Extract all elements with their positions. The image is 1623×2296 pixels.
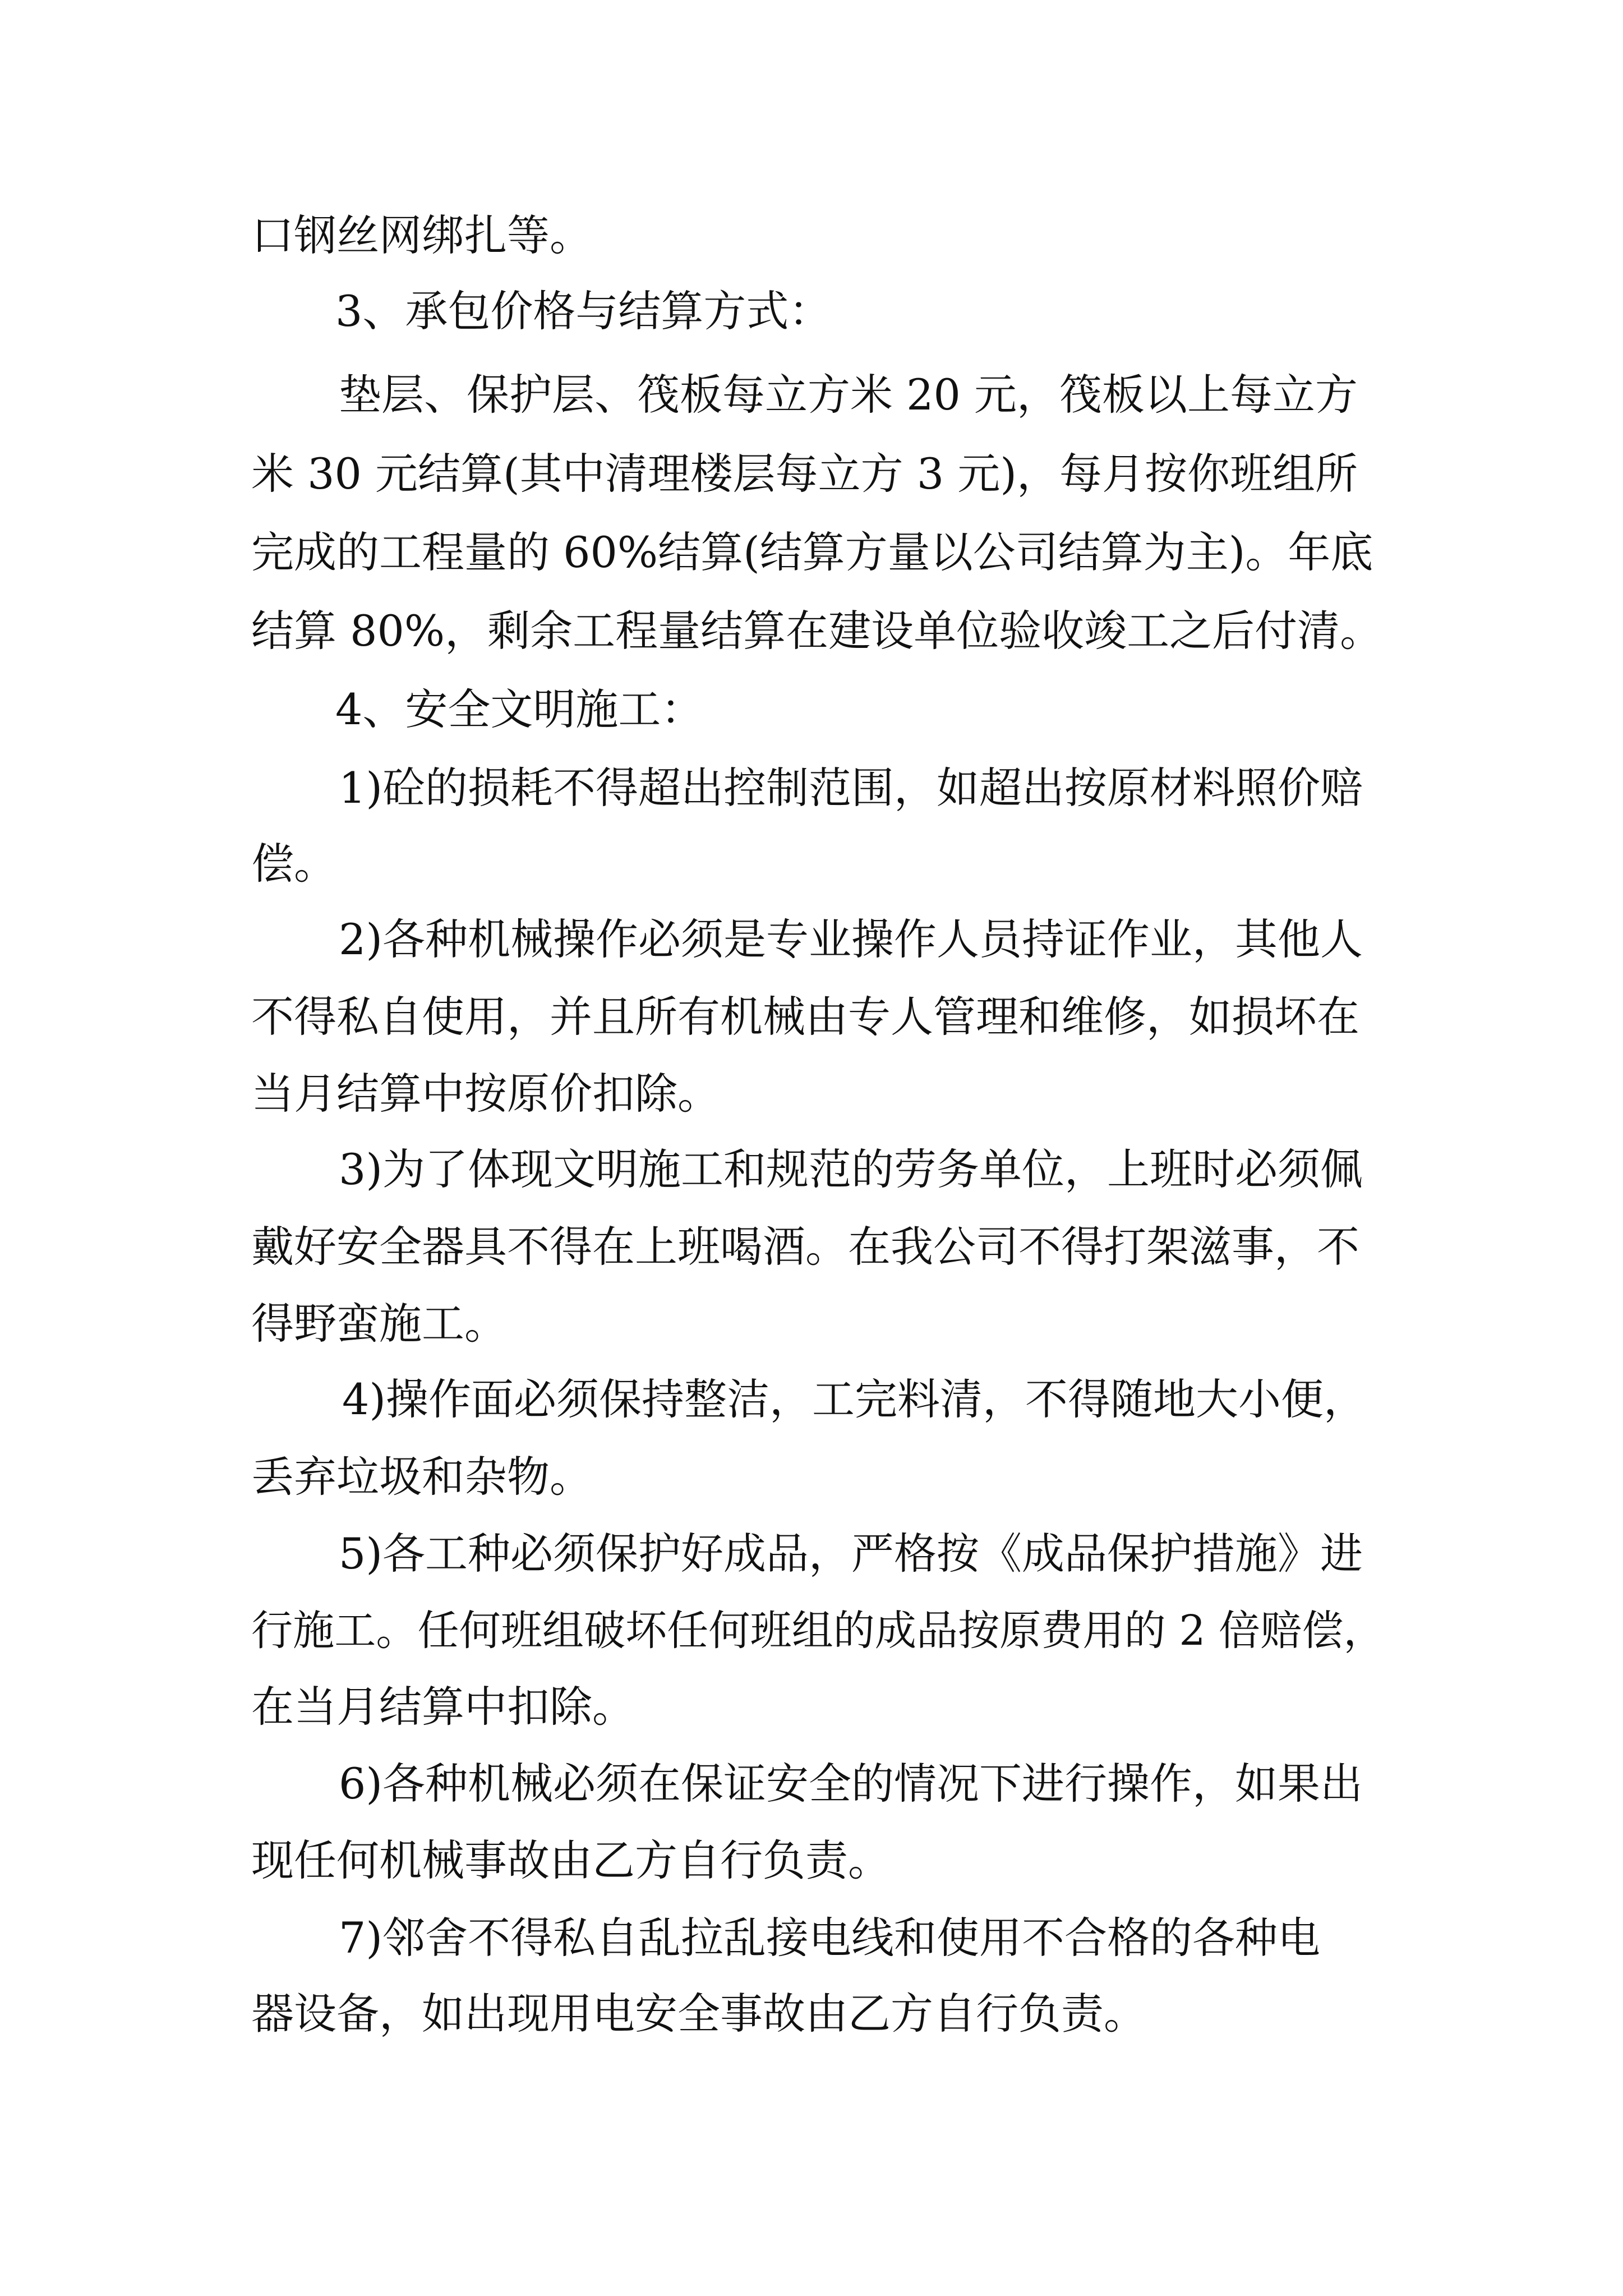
text-line: 3)为了体现文明施工和规范的劳务单位，上班时必须佩 (339, 1144, 1363, 1194)
text-line: 在当月结算中扣除。 (251, 1682, 635, 1732)
text-line: 4)操作面必须保持整洁，工完料清，不得随地大小便， (342, 1374, 1367, 1424)
text-line: 现任何机械事故由乙方自行负责。 (251, 1835, 891, 1885)
text-line: 不得私自使用，并且所有机械由专人管理和维修，如损坏在 (251, 992, 1359, 1042)
text-line: 偿。 (251, 839, 336, 889)
text-line: 丢弃垃圾和杂物。 (251, 1452, 592, 1502)
text-line: 完成的工程量的 60%结算(结算方量以公司结算为主)。年底 (251, 527, 1373, 577)
text-line: 7)邻舍不得私自乱拉乱接电线和使用不合格的各种电 (339, 1913, 1321, 1963)
text-line: 垫层、保护层、筏板每立方米 20 元，筏板以上每立方 (339, 370, 1358, 420)
text-line: 2)各种机械操作必须是专业操作人员持证作业，其他人 (339, 914, 1363, 964)
text-line: 1)砼的损耗不得超出控制范围，如超出按原材料照价赔 (339, 763, 1363, 813)
text-line: 6)各种机械必须在保证安全的情况下进行操作，如果出 (339, 1759, 1363, 1809)
text-line: 当月结算中按原价扣除。 (251, 1069, 720, 1119)
text-line: 4、安全文明施工： (335, 684, 704, 734)
text-line: 口钢丝网绑扎等。 (251, 210, 592, 260)
text-line: 得野蛮施工。 (251, 1299, 507, 1349)
text-line: 器设备，如出现用电安全事故由乙方自行负责。 (251, 1989, 1146, 2039)
text-line: 3、承包价格与结算方式： (335, 286, 832, 336)
text-line: 米 30 元结算(其中清理楼层每立方 3 元)，每月按你班组所 (251, 449, 1358, 499)
text-line: 结算 80%，剩余工程量结算在建设单位验收竣工之后付清。 (251, 606, 1383, 656)
text-line: 5)各工种必须保护好成品，严格按《成品保护措施》进 (339, 1529, 1363, 1579)
text-line: 行施工。任何班组破坏任何班组的成品按原费用的 2 倍赔偿， (251, 1607, 1385, 1655)
text-line: 戴好安全器具不得在上班喝酒。在我公司不得打架滋事，不 (251, 1222, 1359, 1272)
